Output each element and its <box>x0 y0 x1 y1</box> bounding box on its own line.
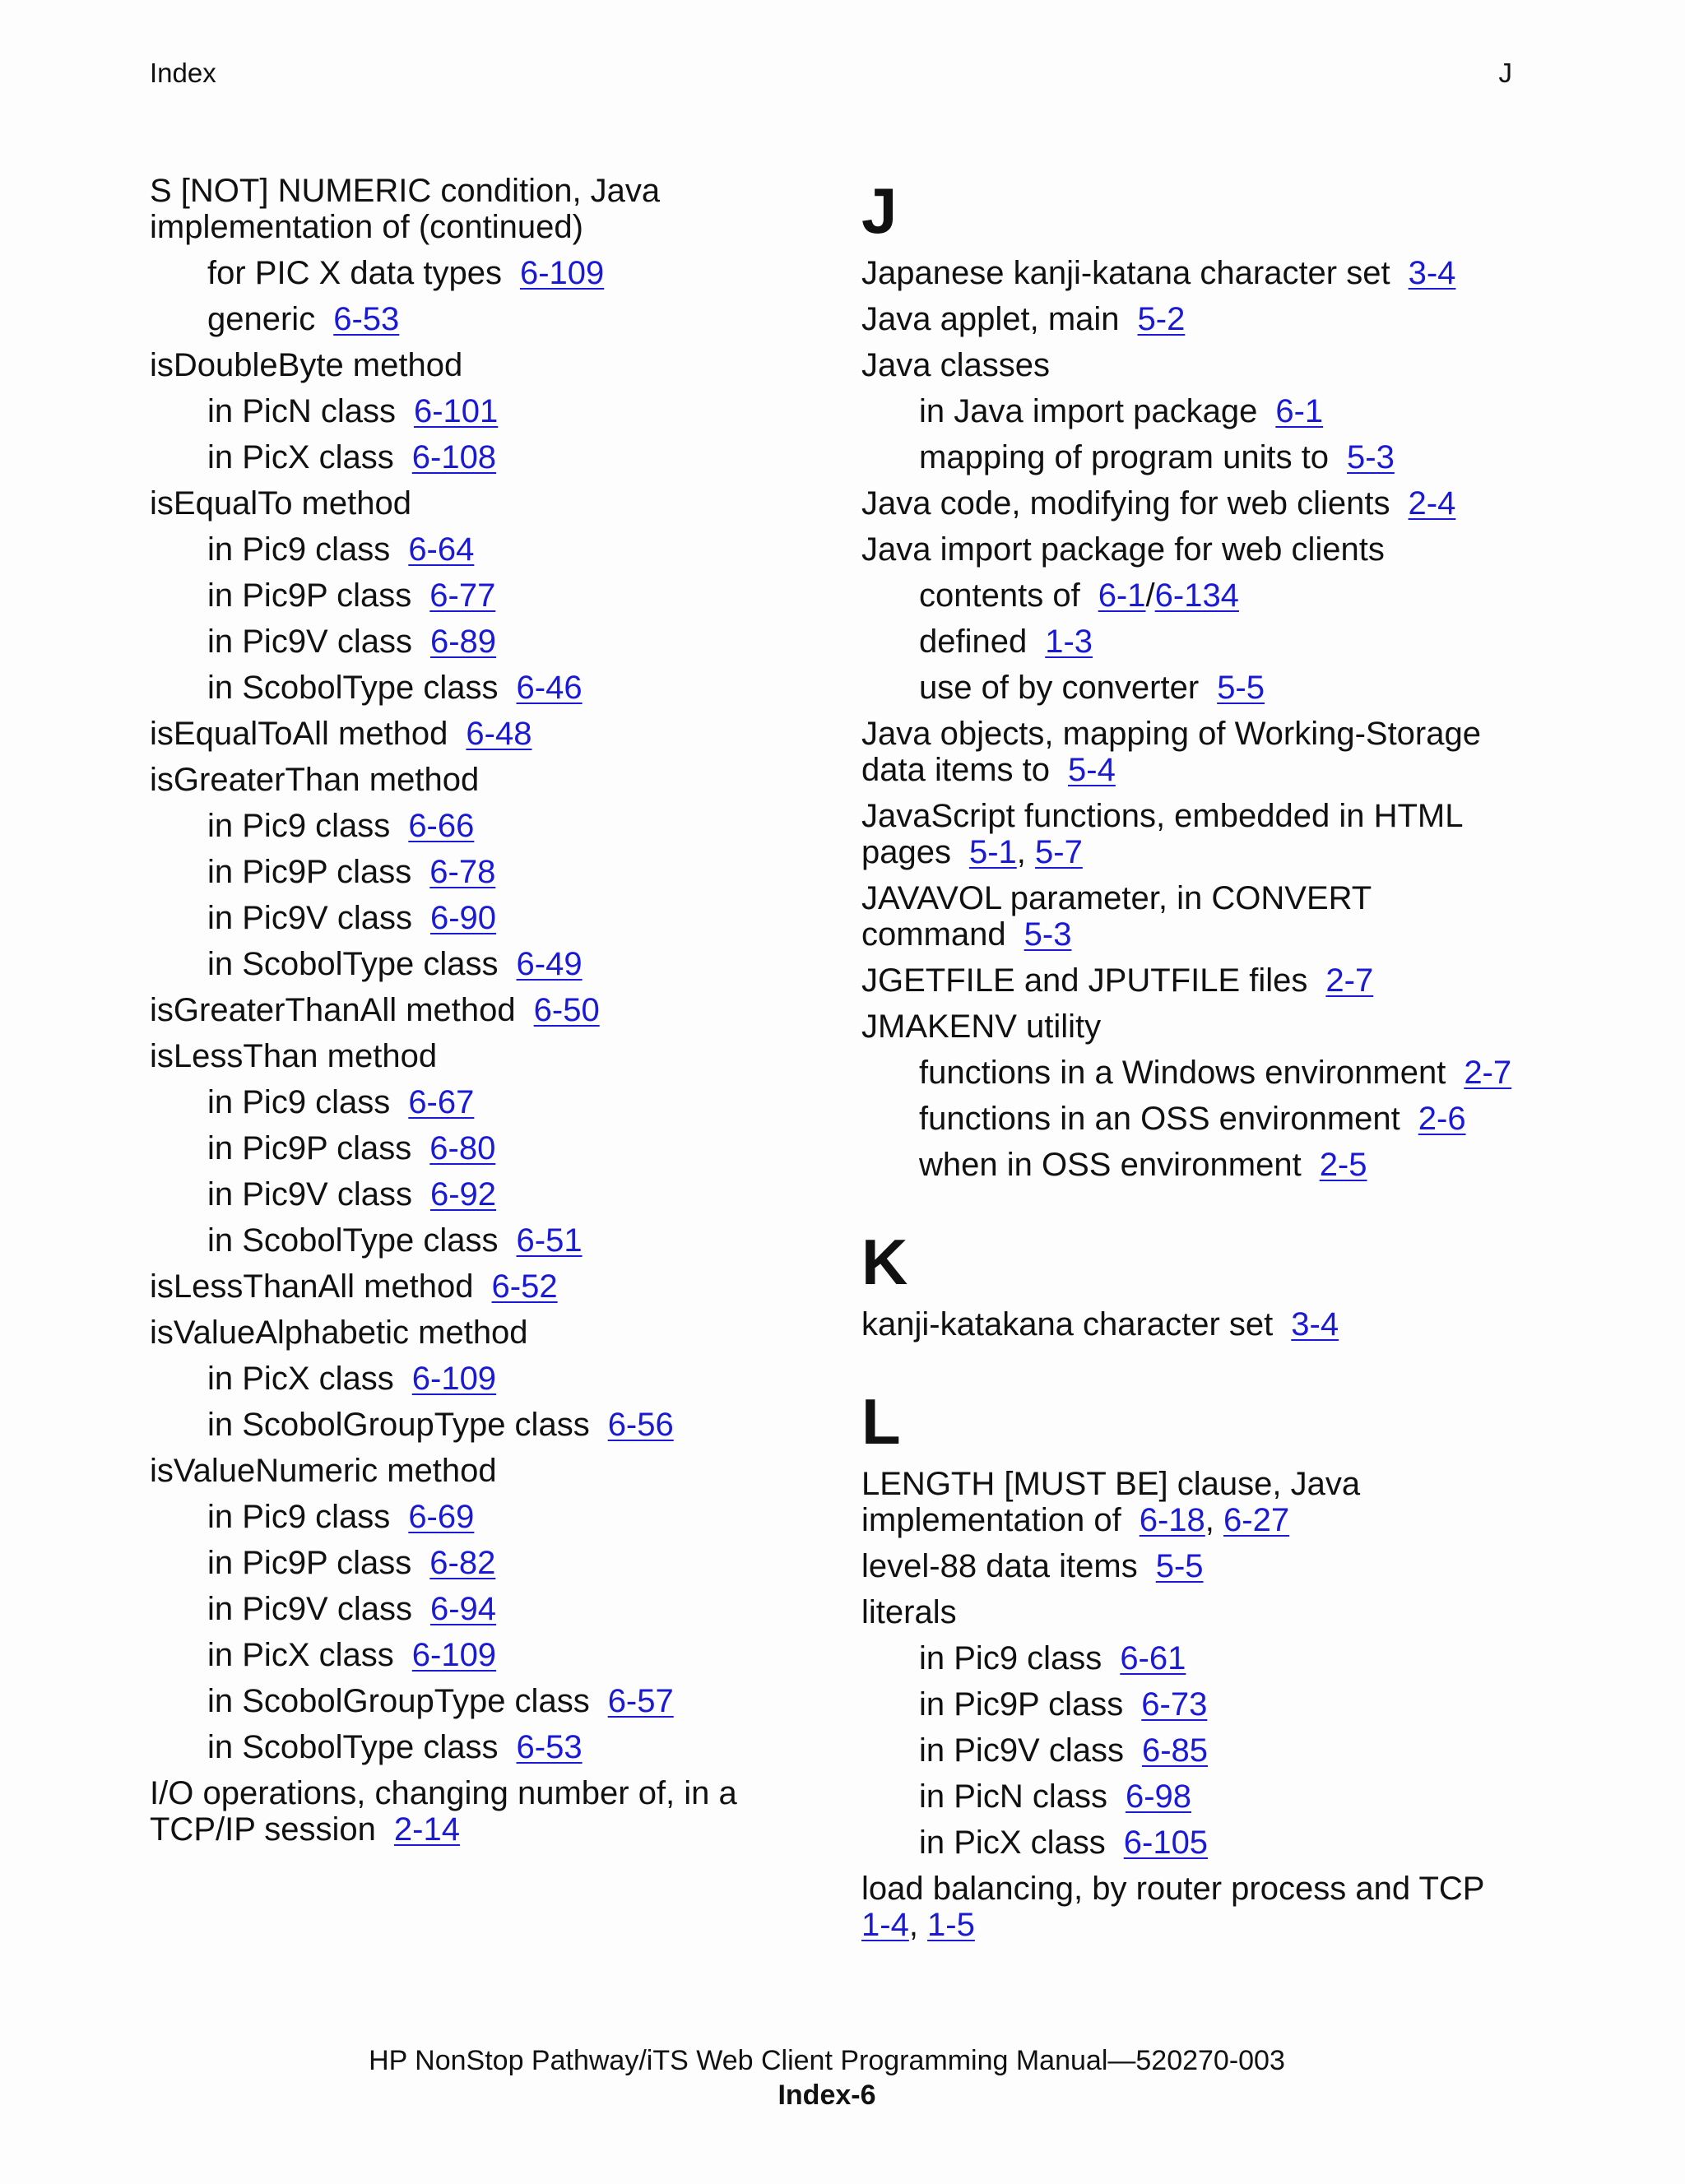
index-entry <box>150 1775 791 1848</box>
footer-manual-title: HP NonStop Pathway/iTS Web Client Programming Manual—520270-003 <box>369 2045 1285 2076</box>
entry-term: mapping of program units to <box>919 439 1330 475</box>
entry-term: for PIC X data types <box>207 255 502 291</box>
entry-term: when in OSS environment <box>919 1147 1302 1183</box>
entry-term: defined <box>919 624 1028 660</box>
ref-separator: , <box>1016 834 1036 870</box>
index-subentry <box>861 624 1520 660</box>
index-subentry <box>150 624 791 660</box>
index-subentry <box>150 670 791 706</box>
index-subentry <box>150 393 791 429</box>
entry-term: in ScobolType class <box>207 670 499 706</box>
index-subentry <box>861 670 1520 706</box>
index-subentry <box>150 1683 791 1719</box>
index-subentry <box>861 1101 1520 1137</box>
page-reference-link[interactable]: 6-101 <box>413 393 499 429</box>
page-reference-link[interactable]: 6-46 <box>516 670 583 706</box>
entry-term: in ScobolGroupType class <box>207 1683 590 1719</box>
page-reference-link[interactable]: 3-4 <box>1408 255 1456 291</box>
running-head <box>150 58 1512 94</box>
index-entry <box>861 1306 1520 1342</box>
page-reference-link[interactable]: 6-50 <box>533 992 600 1028</box>
page-reference-link[interactable]: 6-94 <box>429 1591 497 1627</box>
entry-term: in ScobolType class <box>207 1222 499 1259</box>
entry-term: JGETFILE and JPUTFILE files <box>861 962 1308 999</box>
page-reference-link[interactable]: 6-85 <box>1141 1732 1209 1769</box>
entry-term: in Pic9 class <box>207 808 391 844</box>
index-subentry <box>150 1176 791 1213</box>
index-subentry <box>861 1732 1520 1769</box>
entry-term: Java objects, mapping of Working-Storage data items to <box>861 716 1481 788</box>
page-reference-link[interactable]: 6-48 <box>466 716 532 752</box>
entry-term: in Pic9P class <box>919 1686 1124 1723</box>
index-subentry <box>861 1825 1520 1861</box>
page-reference-link[interactable]: 5-5 <box>1217 670 1265 706</box>
page-reference-link[interactable]: 2-6 <box>1418 1101 1466 1137</box>
index-subentry <box>150 1499 791 1535</box>
page-reference-link[interactable]: 6-51 <box>516 1222 583 1259</box>
page-reference-link[interactable]: 6-53 <box>333 301 400 337</box>
page-reference-link[interactable]: 2-14 <box>393 1811 460 1848</box>
index-subentry <box>150 1407 791 1443</box>
index-entry <box>861 798 1520 870</box>
page-reference-link[interactable]: 6-1 <box>1275 393 1324 429</box>
page-reference-link[interactable]: 6-67 <box>408 1084 475 1120</box>
page-reference-link[interactable]: 6-56 <box>607 1407 674 1443</box>
entry-term: load balancing, by router process and TCP <box>861 1871 1485 1907</box>
entry-term: contents of <box>919 577 1080 614</box>
page-reference-link[interactable]: 6-77 <box>429 577 496 614</box>
index-entry <box>861 1466 1520 1538</box>
index-subentry <box>150 1637 791 1673</box>
entry-term: generic <box>207 301 316 337</box>
ref-separator: , <box>1205 1502 1224 1538</box>
index-subentry <box>150 301 791 337</box>
page-reference-link[interactable]: 6-92 <box>429 1176 497 1213</box>
entry-term: in PicN class <box>207 393 396 429</box>
page-reference-link[interactable]: 6-134 <box>1154 577 1239 614</box>
page-reference-link[interactable]: 6-69 <box>408 1499 475 1535</box>
page-reference-link[interactable]: 6-61 <box>1120 1640 1186 1676</box>
entry-term: in Pic9P class <box>207 1130 412 1166</box>
page-reference-link[interactable]: 1-5 <box>927 1907 975 1943</box>
page-reference-link[interactable]: 6-108 <box>411 439 497 475</box>
page-reference-link[interactable]: 6-57 <box>607 1683 674 1719</box>
running-head-section: Index <box>150 58 216 88</box>
index-entry <box>861 301 1520 337</box>
index-subentry <box>150 255 791 291</box>
index-entry <box>150 347 791 383</box>
entry-term: in Java import package <box>919 393 1258 429</box>
page-reference-link[interactable]: 5-7 <box>1035 834 1083 870</box>
page-reference-link[interactable]: 1-3 <box>1045 624 1093 660</box>
entry-term: in PicX class <box>207 1361 394 1397</box>
page-reference-link[interactable]: 2-4 <box>1408 485 1456 522</box>
entry-term: isValueNumeric method <box>150 1453 497 1489</box>
page-reference-link[interactable]: 6-18 <box>1139 1502 1205 1538</box>
entry-term: kanji-katakana character set <box>861 1306 1274 1342</box>
index-subentry <box>150 1084 791 1120</box>
entry-term: in Pic9V class <box>207 900 412 936</box>
index-subentry <box>150 854 791 890</box>
entry-term: JMAKENV utility <box>861 1009 1102 1045</box>
entry-term: in Pic9 class <box>207 1084 391 1120</box>
ref-separator: / <box>1145 577 1155 614</box>
entry-term: isGreaterThanAll method <box>150 992 516 1028</box>
page-reference-link[interactable]: 5-2 <box>1137 301 1186 337</box>
entry-term: in ScobolGroupType class <box>207 1407 590 1443</box>
page-reference-link[interactable]: 6-82 <box>429 1545 496 1581</box>
page-reference-link[interactable]: 6-64 <box>408 531 475 568</box>
entry-term: isValueAlphabetic method <box>150 1315 528 1351</box>
ref-separator: , <box>908 1907 928 1943</box>
entry-term: functions in a Windows environment <box>919 1055 1446 1091</box>
index-entry <box>150 762 791 798</box>
page-reference-link[interactable]: 6-105 <box>1123 1825 1209 1861</box>
entry-term: in PicN class <box>919 1778 1107 1815</box>
index-entry <box>150 992 791 1028</box>
index-subentry <box>150 439 791 475</box>
entry-term: JAVAVOL parameter, in CONVERT command <box>861 880 1372 953</box>
index-subentry <box>150 1222 791 1259</box>
page-reference-link[interactable]: 5-1 <box>968 834 1017 870</box>
index-entry <box>150 1268 791 1305</box>
index-subentry <box>861 393 1520 429</box>
index-entry <box>861 1548 1520 1584</box>
entry-term: level-88 data items <box>861 1548 1138 1584</box>
index-entry <box>861 1594 1520 1630</box>
page-reference-link[interactable]: 5-3 <box>1347 439 1395 475</box>
entry-term: Japanese kanji-katana character set <box>861 255 1390 291</box>
page-reference-link[interactable]: 6-109 <box>519 255 605 291</box>
entry-term: in PicX class <box>207 1637 394 1673</box>
index-entry <box>150 716 791 752</box>
index-entry <box>150 173 791 245</box>
page-reference-link[interactable]: 6-52 <box>491 1268 558 1305</box>
index-column-right <box>861 173 1520 1953</box>
entry-term: isGreaterThan method <box>150 762 480 798</box>
entry-term: use of by converter <box>919 670 1200 706</box>
entry-term: Java code, modifying for web clients <box>861 485 1390 522</box>
page-reference-link[interactable]: 6-1 <box>1098 577 1146 614</box>
entry-term: in Pic9P class <box>207 1545 412 1581</box>
entry-term: JavaScript functions, embedded in HTML pages <box>861 798 1462 870</box>
index-subentry <box>861 1640 1520 1676</box>
page-reference-link[interactable]: 5-4 <box>1068 752 1116 788</box>
page-reference-link[interactable]: 6-78 <box>429 854 496 890</box>
index-entry <box>150 1315 791 1351</box>
index-entry <box>861 716 1520 788</box>
index-entry <box>861 1871 1520 1943</box>
page-reference-link[interactable]: 3-4 <box>1291 1306 1339 1342</box>
index-subentry <box>150 577 791 614</box>
index-entry <box>861 485 1520 522</box>
index-entry <box>861 962 1520 999</box>
index-subentry <box>150 1729 791 1765</box>
index-subentry <box>861 439 1520 475</box>
entry-term: isLessThanAll method <box>150 1268 474 1305</box>
entry-term: Java import package for web clients <box>861 531 1385 568</box>
index-subentry <box>861 577 1520 614</box>
entry-term: in PicX class <box>207 439 394 475</box>
entry-term: in Pic9V class <box>207 624 412 660</box>
entry-term: in Pic9P class <box>207 577 412 614</box>
entry-term: isEqualTo method <box>150 485 411 522</box>
page-reference-link[interactable]: 6-66 <box>408 808 475 844</box>
entry-term: in ScobolType class <box>207 1729 499 1765</box>
entry-term: in Pic9 class <box>919 1640 1102 1676</box>
entry-term: functions in an OSS environment <box>919 1101 1400 1137</box>
index-letter-heading: K <box>861 1226 908 1298</box>
index-entry <box>861 255 1520 291</box>
index-subentry <box>150 1545 791 1581</box>
entry-term: in Pic9V class <box>207 1176 412 1213</box>
entry-term: literals <box>861 1594 957 1630</box>
page-reference-link[interactable]: 2-7 <box>1464 1055 1512 1091</box>
page-reference-link[interactable]: 2-7 <box>1325 962 1374 999</box>
entry-term: Java applet, main <box>861 301 1120 337</box>
index-subentry <box>861 1778 1520 1815</box>
page-reference-link[interactable]: 6-73 <box>1141 1686 1208 1723</box>
index-subentry <box>861 1686 1520 1723</box>
index-subentry <box>150 1361 791 1397</box>
entry-term: in Pic9P class <box>207 854 412 890</box>
entry-term: isLessThan method <box>150 1038 438 1074</box>
entry-term: in Pic9V class <box>207 1591 412 1627</box>
entry-term: LENGTH [MUST BE] clause, Java implementation of <box>861 1466 1361 1538</box>
page-reference-link[interactable]: 6-49 <box>516 946 583 982</box>
page-reference-link[interactable]: 6-53 <box>516 1729 583 1765</box>
entry-term: Java classes <box>861 347 1050 383</box>
page-reference-link[interactable]: 6-90 <box>429 900 497 936</box>
entry-term: in Pic9V class <box>919 1732 1124 1769</box>
index-subentry <box>150 1130 791 1166</box>
index-subentry <box>150 531 791 568</box>
index-subentry <box>150 900 791 936</box>
index-entry <box>861 1009 1520 1045</box>
page-reference-link[interactable]: 5-5 <box>1155 1548 1204 1584</box>
page-reference-link[interactable]: 6-98 <box>1125 1778 1192 1815</box>
entry-term: S [NOT] NUMERIC condition, Java implementation of (continued) <box>150 173 661 245</box>
index-entry <box>150 1038 791 1074</box>
index-column-left <box>150 173 791 1857</box>
index-subentry <box>861 1147 1520 1183</box>
entry-term: isEqualToAll method <box>150 716 448 752</box>
index-entry <box>861 880 1520 953</box>
index-subentry <box>150 946 791 982</box>
footer-page-number: Index-6 <box>778 2080 876 2111</box>
running-head-letter: J <box>1498 58 1512 88</box>
entry-term: in ScobolType class <box>207 946 499 982</box>
page-reference-link[interactable]: 6-109 <box>411 1637 497 1673</box>
page-reference-link[interactable]: 5-3 <box>1024 916 1072 953</box>
page-reference-link[interactable]: 6-89 <box>429 624 497 660</box>
page-footer <box>0 2043 1654 2112</box>
index-subentry <box>861 1055 1520 1091</box>
page-reference-link[interactable]: 6-80 <box>429 1130 496 1166</box>
index-letter-heading: J <box>861 174 898 247</box>
page-reference-link[interactable]: 1-4 <box>861 1907 909 1943</box>
page-reference-link[interactable]: 2-5 <box>1319 1147 1367 1183</box>
entry-term: in Pic9 class <box>207 1499 391 1535</box>
index-subentry <box>150 808 791 844</box>
page-reference-link[interactable]: 6-109 <box>411 1361 497 1397</box>
entry-term: in PicX class <box>919 1825 1106 1861</box>
index-entry <box>150 1453 791 1489</box>
index-letter-heading: L <box>861 1385 901 1458</box>
index-subentry <box>150 1591 791 1627</box>
entry-term: I/O operations, changing number of, in a TCP/IP session <box>150 1775 737 1848</box>
index-entry <box>150 485 791 522</box>
index-entry <box>861 347 1520 383</box>
page-reference-link[interactable]: 6-27 <box>1223 1502 1290 1538</box>
index-entry <box>861 531 1520 568</box>
entry-term: in Pic9 class <box>207 531 391 568</box>
entry-term: isDoubleByte method <box>150 347 463 383</box>
